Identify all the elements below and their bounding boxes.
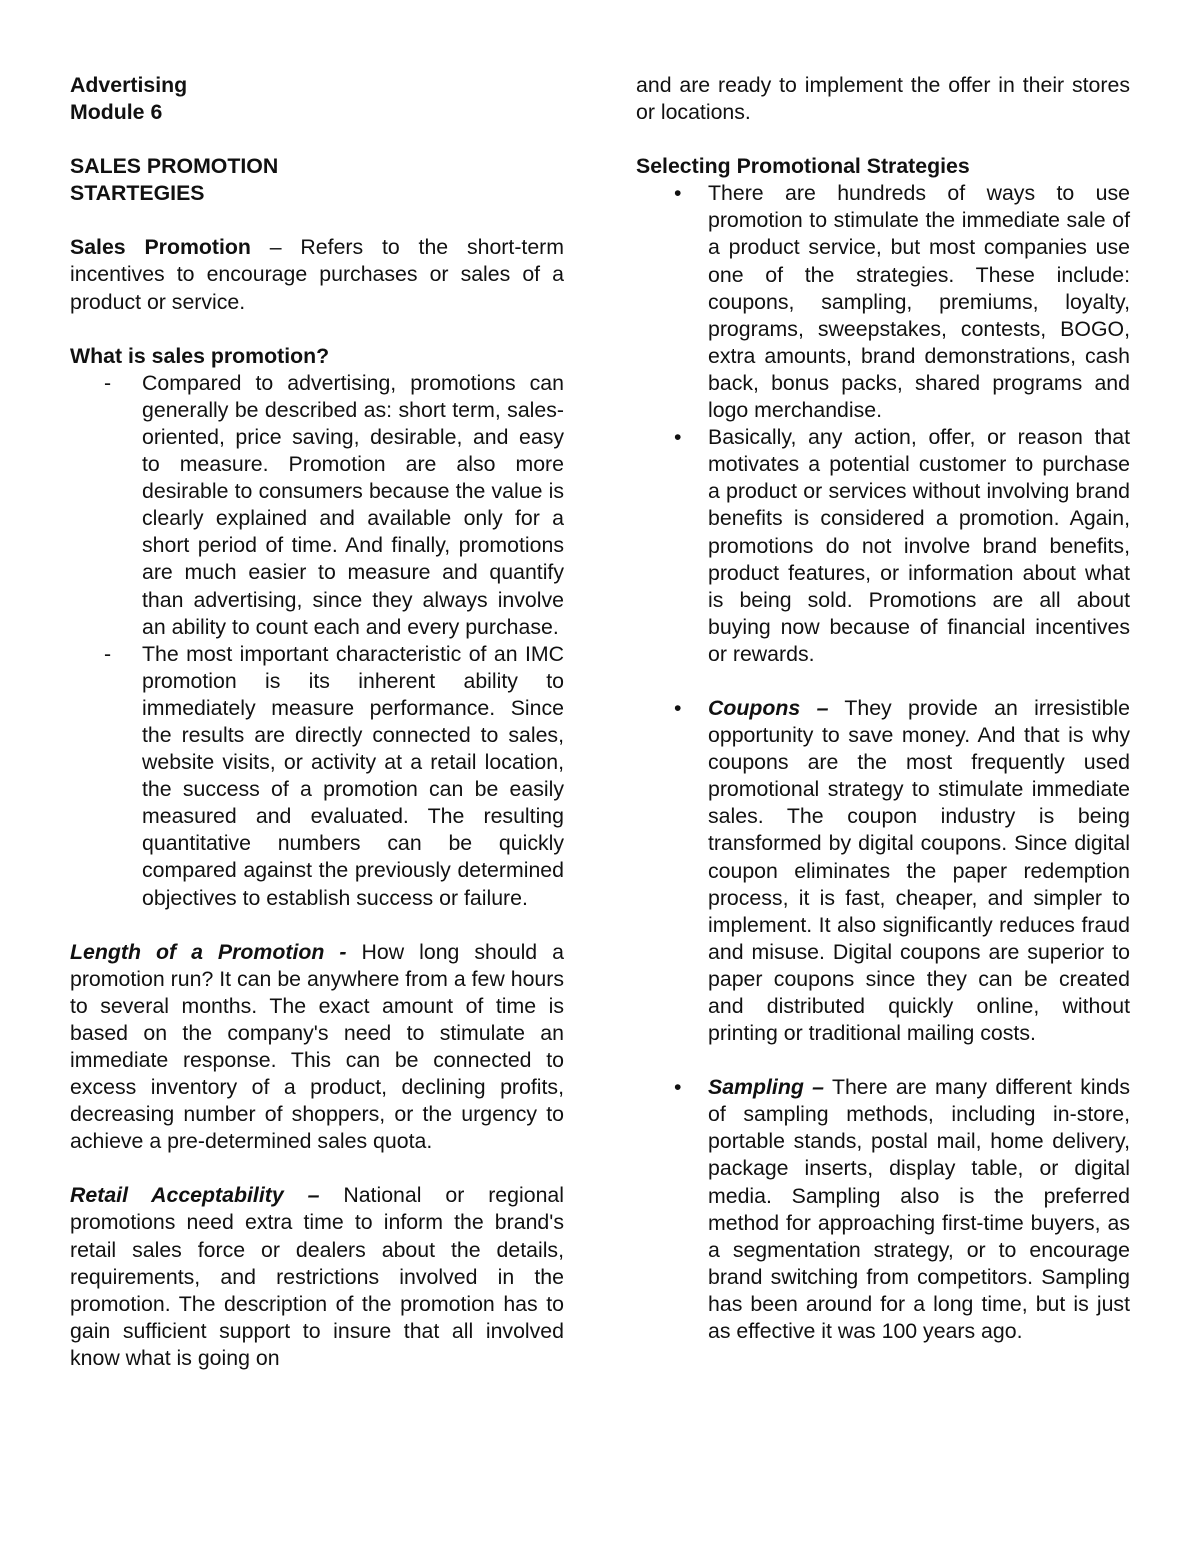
list-item-text: There are hundreds of ways to use promotion to stimulate the immediate sale of a product service, but most companies use one of the strategies. These include: coupons, sampling, premiums, loyalty, programs, sweepstakes, contests, BOGO, extra amounts, brand demonstrations, cash back, bonus packs, shared programs and logo merchandise.	[708, 181, 1130, 423]
section-heading-line1: SALES PROMOTION	[70, 154, 279, 179]
bullet-marker: •	[674, 1075, 682, 1100]
sampling-text: There are many different kinds of sampling methods, including in-store, portable stands, postal mail, home delivery, package inserts, display table, or digital media. Sampling also is the preferred method for approaching first-time buyers, as a segmentation strategy, or to encourage brand switching from competitors. Sampling has been around for a long time, but is just as effective it was 100 years ago.	[708, 1075, 1130, 1344]
strategies-bullet-list	[636, 180, 1130, 1345]
length-term: Length of a Promotion -	[70, 939, 347, 964]
retail-text: National or regional promotions need extra time to inform the brand's retail sales force or dealers about the details, requirements, and restrictions involved in the promotion. The description of the promotion has to gain sufficient support to insure that all involved know what is going on	[70, 1183, 564, 1370]
dash-marker: -	[104, 641, 112, 666]
list-item-text: Compared to advertising, promotions can generally be described as: short term, sales-oriented, price saving, desirable, and easy to measure. Promotion are also more desirable to consumers because the value is clearly explained and available only for a short period of time. And finally, promotions are much easier to measure and quantify than advertising, since they always involve an ability to count each and every purchase.	[142, 370, 564, 639]
coupons-term: Coupons –	[708, 695, 829, 720]
section-heading-line2: STARTEGIES	[70, 181, 205, 206]
list-item-text: The most important characteristic of an IMC promotion is its inherent ability to immediately measure performance. Since the results are directly connected to sales, website visits, or activity at a retail location, the success of a promotion can be easily measured and evaluated. The resulting quantitative numbers can be quickly compared against the previously determined objectives to establish success or failure.	[142, 641, 564, 910]
strategies-heading: Selecting Promotional Strategies	[636, 154, 970, 179]
dash-marker: -	[104, 370, 112, 395]
sales-promotion-definition	[70, 234, 564, 315]
retail-acceptability-paragraph	[70, 1182, 564, 1372]
coupons-item	[636, 695, 1130, 1047]
length-text: How long should a promotion run? It can be anywhere from a few hours to several months. The exact amount of time is based on the company's need to stimulate an immediate response. This can be connected to excess inventory of a product, declining profits, decreasing number of shoppers, or the urgency to achieve a pre-determined sales quota.	[70, 939, 565, 1154]
sampling-term: Sampling –	[708, 1075, 825, 1100]
bullet-marker: •	[674, 181, 682, 206]
definition-text: – Refers to the short-term incentives to encourage purchases or sales of a product or service.	[70, 235, 564, 314]
list-item-text: Basically, any action, offer, or reason that motivates a potential customer to purchase a product or services without involving brand benefits is considered a promotion. Again, promotions do not involve brand benefits, product features, or information about what is being sold. Promotions are all about buying now because of financial incentives or rewards.	[708, 425, 1130, 666]
list-item	[70, 641, 564, 912]
module-label: Module 6	[70, 100, 163, 125]
length-of-promotion-paragraph	[70, 939, 564, 1156]
bullet-marker: •	[674, 425, 682, 450]
bullet-marker: •	[674, 695, 682, 720]
sampling-item	[636, 1074, 1130, 1345]
question-heading: What is sales promotion?	[70, 343, 330, 368]
list-item	[70, 370, 564, 641]
list-item	[636, 424, 1130, 668]
list-item	[636, 180, 1130, 424]
coupons-text: They provide an irresistible opportunity to save money. And that is why coupons are the most frequently used promotional strategy to stimulate immediate sales. The coupon industry is being transformed by digital coupons. Since digital coupon eliminates the paper redemption process, it is fast, cheaper, and simpler to implement. It also significantly reduces fraud and misuse. Digital coupons are superior to paper coupons since they can be created and distributed quickly online, without printing or traditional mailing costs.	[708, 695, 1130, 1046]
course-title: Advertising	[70, 73, 188, 97]
retail-term: Retail Acceptability –	[70, 1183, 320, 1208]
definition-term: Sales Promotion	[70, 235, 251, 260]
continuation-paragraph: and are ready to implement the offer in their stores or locations.	[636, 73, 1130, 125]
right-column	[636, 72, 1130, 1345]
dash-list	[70, 370, 564, 912]
left-column	[70, 72, 564, 1372]
